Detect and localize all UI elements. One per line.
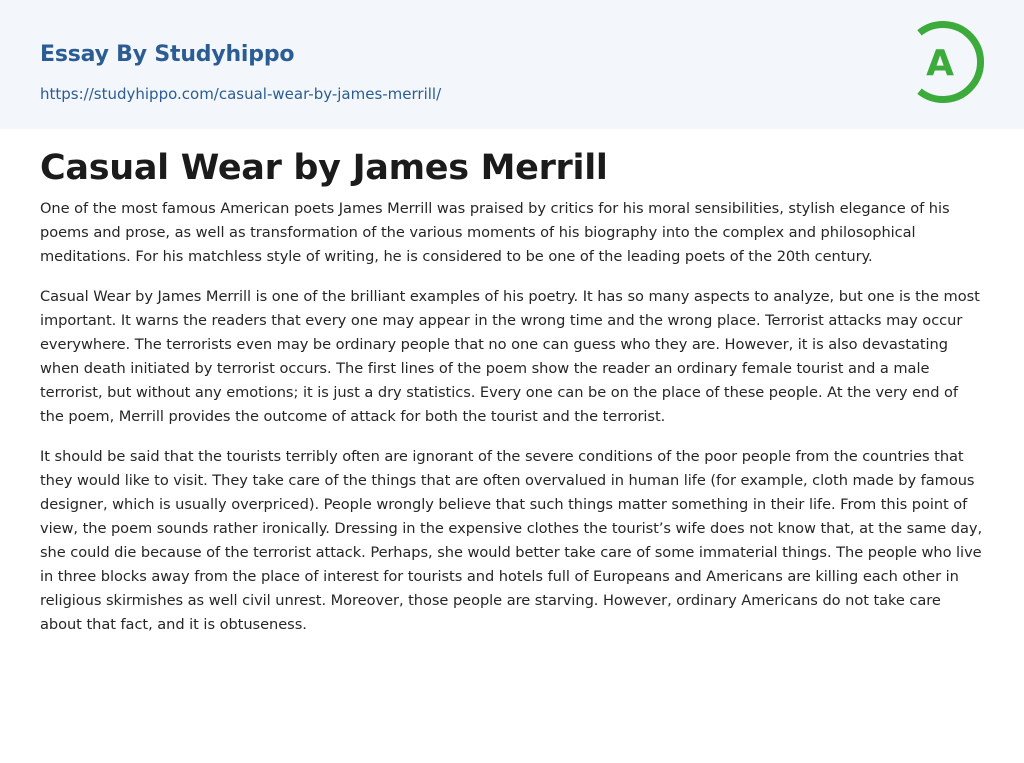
paragraph-3: It should be said that the tourists terribly often are ignorant of the severe conditions of the poor people from the countries that they would like to visit. They take care of the things that are often overvalued in human life (for example, cloth made by famous designer, which is usually overpriced). People wrongly believe that such things matter something in their life. From this point of view, the poem sounds rather ironically. Dressing in the expensive clothes the tourist’s wife does not know that, at the same day, she could die because of the terrorist attack. Perhaps, she would better take care of some immaterial things. The people who live in three blocks away from the place of interest for tourists and hotels full of Europeans and Americans are killing each other in religious skirmishes as well civil unrest. Moreover, those people are starving. However, ordinary Americans do not take care about that fact, and it is obtuseness. [40, 448, 983, 633]
paragraph-1: One of the most famous American poets James Merrill was praised by critics for his moral sensibilities, stylish elegance of his poems and prose, as well as transformation of the various moments of his biography into the complex and philosophical meditations. For his matchless style of writing, he is considered to be one of the leading poets of the 20th century. [40, 200, 950, 265]
paragraph-2: Casual Wear by James Merrill is one of the brilliant examples of his poetry. It has so many aspects to analyze, but one is the most important. It warns the readers that every one may appear in the wrong time and the wrong place. Terrorist attacks may occur everywhere. The terrorists even may be ordinary people that no one can guess who they are. However, it is also devastating when death initiated by terrorist occurs. The first lines of the poem show the reader an ordinary female tourist and a male terrorist, but without any emotions; it is just a dry statistics. Every one can be on the place of these people. At the very end of the poem, Merrill provides the outcome of attack for both the tourist and the terrorist. [40, 288, 980, 425]
article [40, 146, 986, 653]
page-title: Casual Wear by James Merrill [40, 148, 608, 188]
site-brand[interactable]: Essay By Studyhippo [40, 42, 295, 67]
studyhippo-logo-icon[interactable] [909, 18, 989, 106]
logo-letter: A [926, 43, 954, 84]
site-header [0, 0, 1024, 129]
page-url-link[interactable]: https://studyhippo.com/casual-wear-by-james-merrill/ [40, 85, 442, 103]
